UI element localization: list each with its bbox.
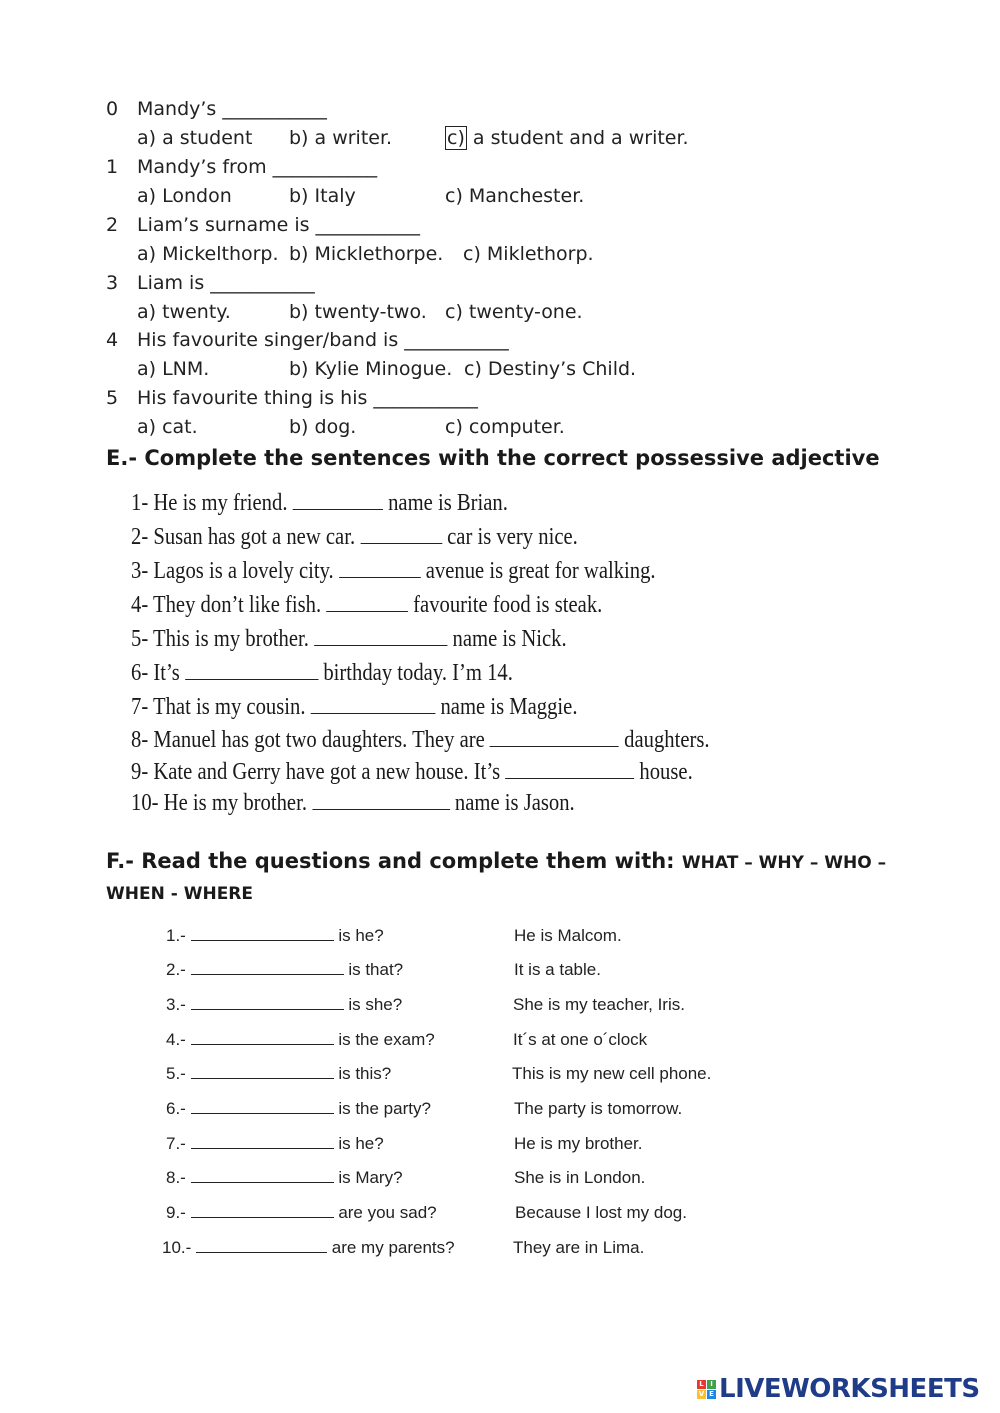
- option-c: c) twenty-one.: [445, 301, 583, 323]
- sentence-2: 2- Susan has got a new car. car is very nice.: [131, 524, 578, 550]
- question-number: 1: [106, 156, 119, 178]
- answer-blank[interactable]: [191, 1064, 334, 1079]
- answer-blank[interactable]: [293, 495, 383, 510]
- answer-blank[interactable]: [339, 563, 421, 578]
- sentence-6: 6- It’s birthday today. I’m 14.: [131, 660, 513, 686]
- selected-answer-box: c): [447, 127, 465, 149]
- answer-blank[interactable]: [196, 1238, 327, 1253]
- answer-text: She is my teacher, Iris.: [513, 995, 685, 1014]
- logo-tile-icon: L: [697, 1380, 706, 1389]
- answer-text: It´s at one o´clock: [513, 1030, 648, 1049]
- option-a: a) London: [137, 185, 232, 207]
- question-number: 5: [106, 387, 119, 409]
- question-row: 5.- is this?: [166, 1064, 392, 1083]
- answer-blank[interactable]: [314, 631, 447, 646]
- answer-blank[interactable]: [490, 732, 619, 747]
- question-stem: Mandy’s from ___________: [137, 156, 378, 178]
- option-c: c) a student and a writer.: [447, 127, 689, 149]
- answer-blank[interactable]: [191, 960, 344, 975]
- option-b: b) Kylie Minogue.: [289, 358, 453, 380]
- question-row: 10.- are my parents?: [162, 1238, 455, 1257]
- sentence-7: 7- That is my cousin. name is Maggie.: [131, 694, 578, 720]
- question-stem: His favourite thing is his ___________: [137, 387, 478, 409]
- answer-blank[interactable]: [326, 597, 408, 612]
- section-f-heading: F.- Read the questions and complete them with: WHAT – WHY – WHO –: [106, 849, 887, 873]
- option-b: b) Micklethorpe.: [289, 243, 444, 265]
- answer-blank[interactable]: [191, 1203, 334, 1218]
- sentence-3: 3- Lagos is a lovely city. avenue is great for walking.: [131, 558, 656, 584]
- answer-text: He is my brother.: [514, 1134, 643, 1153]
- answer-text: Because I lost my dog.: [515, 1203, 687, 1222]
- logo-text: LIVEWORKSHEETS: [719, 1374, 980, 1404]
- question-row: 2.- is that?: [166, 960, 404, 979]
- answer-blank[interactable]: [185, 665, 318, 680]
- question-stem: Liam is ___________: [137, 272, 315, 294]
- question-stem: Mandy’s ___________: [137, 98, 327, 120]
- answer-blank[interactable]: [360, 529, 442, 544]
- answer-blank[interactable]: [191, 1099, 334, 1114]
- answer-blank[interactable]: [191, 1168, 334, 1183]
- answer-blank[interactable]: [505, 764, 634, 779]
- option-b: b) dog.: [289, 416, 357, 438]
- question-number: 0: [106, 98, 119, 120]
- answer-text: She is in London.: [514, 1168, 646, 1187]
- option-a: a) Mickelthorp.: [137, 243, 279, 265]
- logo-tile-icon: V: [698, 1390, 705, 1398]
- option-b: b) a writer.: [289, 127, 393, 149]
- answer-blank[interactable]: [312, 795, 450, 810]
- answer-blank[interactable]: [191, 1134, 334, 1149]
- section-e-heading: E.- Complete the sentences with the correct possessive adjective: [106, 446, 880, 470]
- sentence-4: 4- They don’t like fish. favourite food is steak.: [131, 592, 603, 618]
- answer-text: He is Malcom.: [514, 926, 622, 945]
- answer-blank[interactable]: [311, 699, 436, 714]
- answer-blank[interactable]: [191, 1030, 334, 1045]
- option-a: a) twenty.: [137, 301, 231, 323]
- question-row: 6.- is the party?: [166, 1099, 431, 1118]
- question-row: 3.- is she?: [166, 995, 403, 1014]
- sentence-8: 8- Manuel has got two daughters. They are daughters.: [131, 727, 710, 753]
- answer-blank[interactable]: [191, 926, 334, 941]
- answer-text: It is a table.: [514, 960, 601, 979]
- sentence-1: 1- He is my friend. name is Brian.: [131, 490, 508, 516]
- question-row: 4.- is the exam?: [166, 1030, 435, 1049]
- option-a: a) a student: [137, 127, 253, 149]
- option-c: c) Destiny’s Child.: [464, 358, 637, 380]
- option-b: b) Italy: [289, 185, 356, 207]
- answer-text: This is my new cell phone.: [512, 1064, 712, 1083]
- question-row: 8.- is Mary?: [166, 1168, 403, 1187]
- question-number: 4: [106, 329, 119, 351]
- answer-text: They are in Lima.: [513, 1238, 645, 1257]
- option-a: a) LNM.: [137, 358, 210, 380]
- question-number: 3: [106, 272, 119, 294]
- sentence-5: 5- This is my brother. name is Nick.: [131, 626, 567, 652]
- question-row: 9.- are you sad?: [166, 1203, 437, 1222]
- answer-text: The party is tomorrow.: [514, 1099, 683, 1118]
- logo-tile-icon: E: [707, 1390, 716, 1399]
- question-number: 2: [106, 214, 119, 236]
- option-a: a) cat.: [137, 416, 198, 438]
- question-stem: Liam’s surname is ___________: [137, 214, 421, 236]
- logo-tile-icon: I: [707, 1380, 716, 1389]
- answer-blank[interactable]: [191, 995, 344, 1010]
- option-c: c) Manchester.: [445, 185, 585, 207]
- section-f-heading-words: WHEN - WHERE: [106, 884, 254, 904]
- sentence-9: 9- Kate and Gerry have got a new house. It’s house.: [131, 759, 693, 785]
- option-c: c) computer.: [445, 416, 565, 438]
- question-row: 1.- is he?: [166, 926, 384, 945]
- sentence-10: 10- He is my brother. name is Jason.: [131, 790, 575, 816]
- option-c: c) Miklethorp.: [463, 243, 594, 265]
- question-stem: His favourite singer/band is ___________: [137, 329, 509, 351]
- question-row: 7.- is he?: [166, 1134, 384, 1153]
- live-tiles-icon: [697, 1380, 717, 1400]
- option-b: b) twenty-two.: [289, 301, 427, 323]
